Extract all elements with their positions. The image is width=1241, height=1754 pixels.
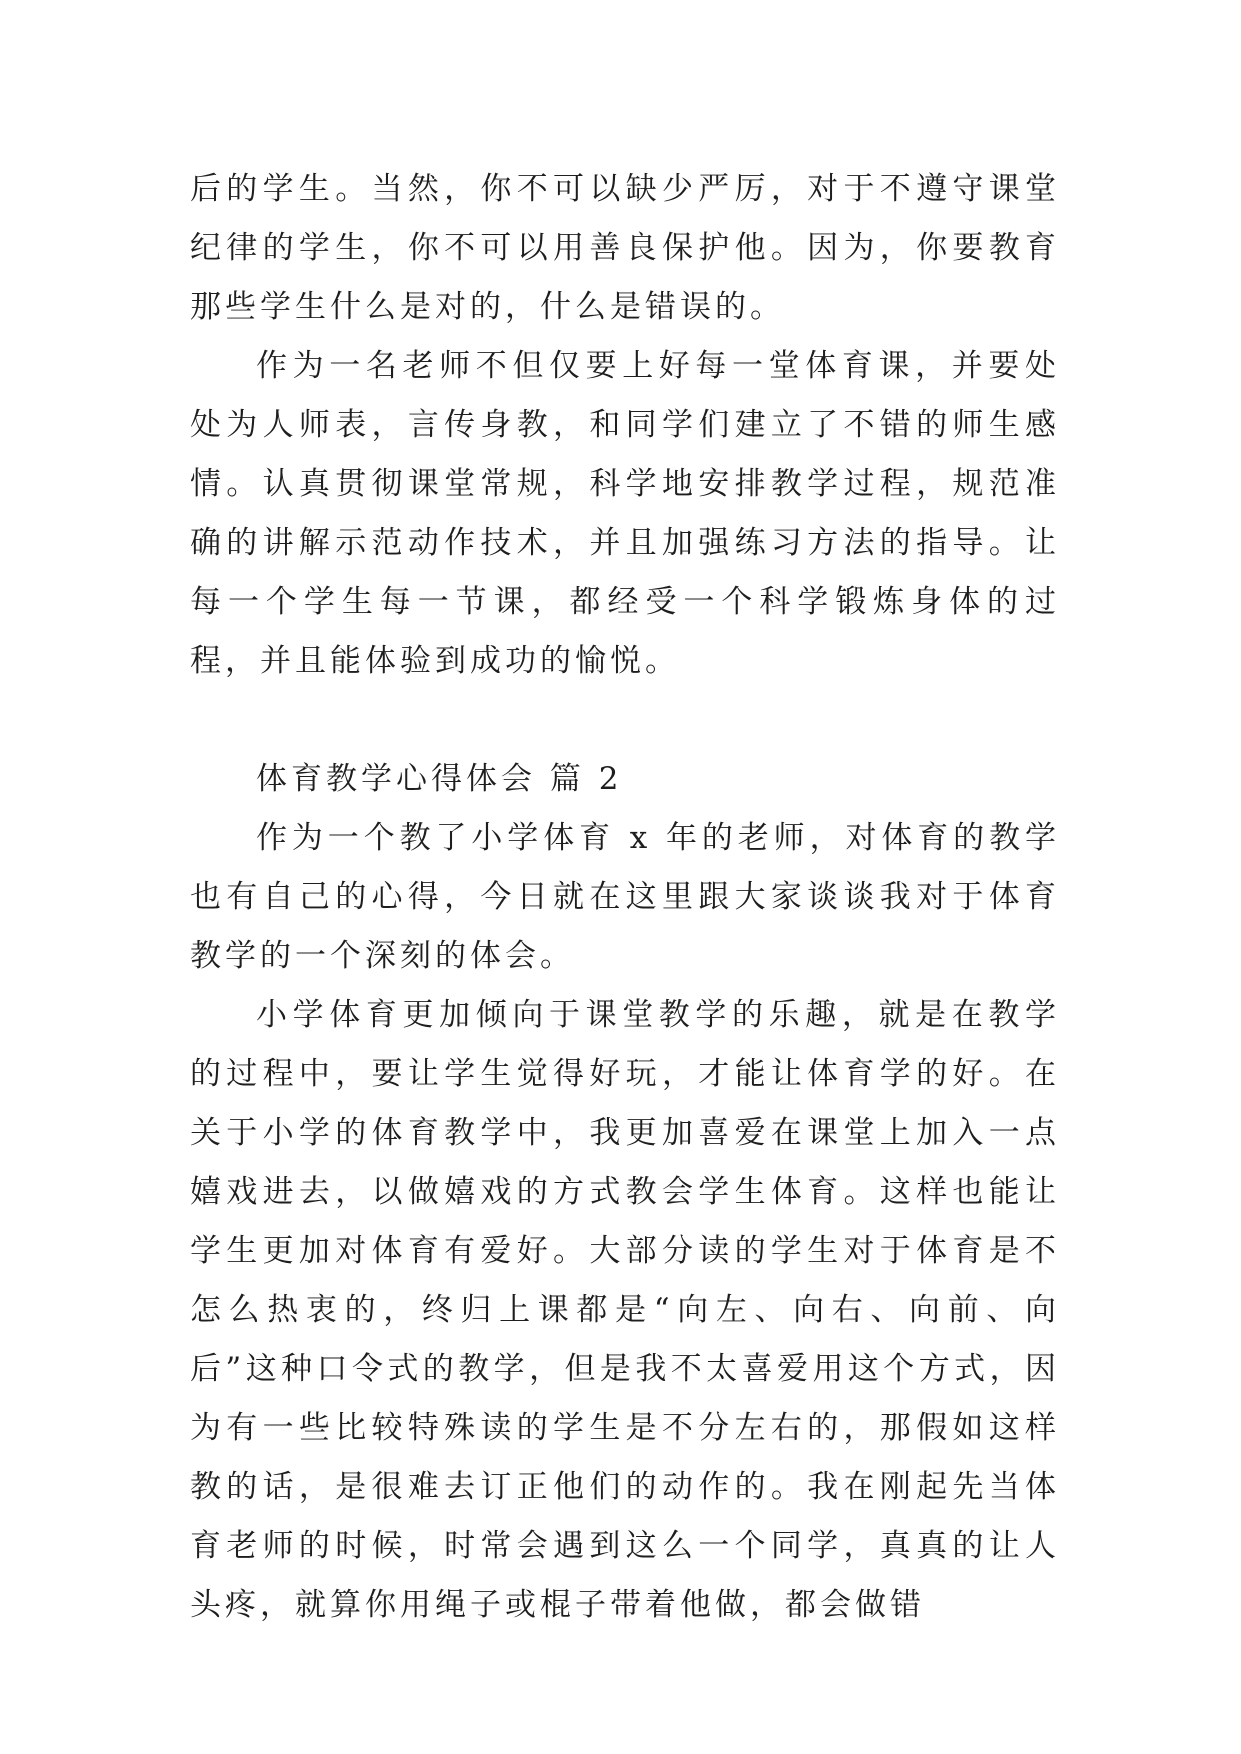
section-heading: 体育教学心得体会 篇 2 [256,761,623,797]
document-body [190,160,1060,1635]
paragraph-elementary-pe: 小学体育更加倾向于课堂教学的乐趣，就是在教学的过程中，要让学生觉得好玩，才能让体育学的好。在关于小学的体育教学中，我更加喜爱在课堂上加入一点嬉戏进去，以做嬉戏的方式教会学生体育。这样也能让学生更加对体育有爱好。大部分读的学生对于体育是不怎么热衷的，终归上课都是“向左、向右、向前、向后”这种口令式的教学，但是我不太喜爱用这个方式，因为有一些比较特殊读的学生是不分左右的，那假如这样教的话，是很难去订正他们的动作的。我在刚起先当体育老师的时候，时常会遇到这么一个同学，真真的让人头疼，就算你用绳子或棍子带着他做，都会做错 [190,997,1060,1623]
paragraph-teacher-role: 作为一名老师不但仅要上好每一堂体育课，并要处处为人师表，言传身教，和同学们建立了不错的师生感情。认真贯彻课堂常规，科学地安排教学过程，规范准确的讲解示范动作技术，并且加强练习方法的指导。让每一个学生每一节课，都经受一个科学锻炼身体的过程，并且能体验到成功的愉悦。 [190,348,1060,679]
paragraph-intro: 作为一个教了小学体育 x 年的老师，对体育的教学也有自己的心得，今日就在这里跟大家谈谈我对于体育教学的一个深刻的体会。 [190,820,1060,974]
section-spacer [190,691,1060,750]
paragraph-continuation: 后的学生。当然，你不可以缺少严厉，对于不遵守课堂纪律的学生，你不可以用善良保护他。因为，你要教育那些学生什么是对的，什么是错误的。 [190,171,1060,325]
